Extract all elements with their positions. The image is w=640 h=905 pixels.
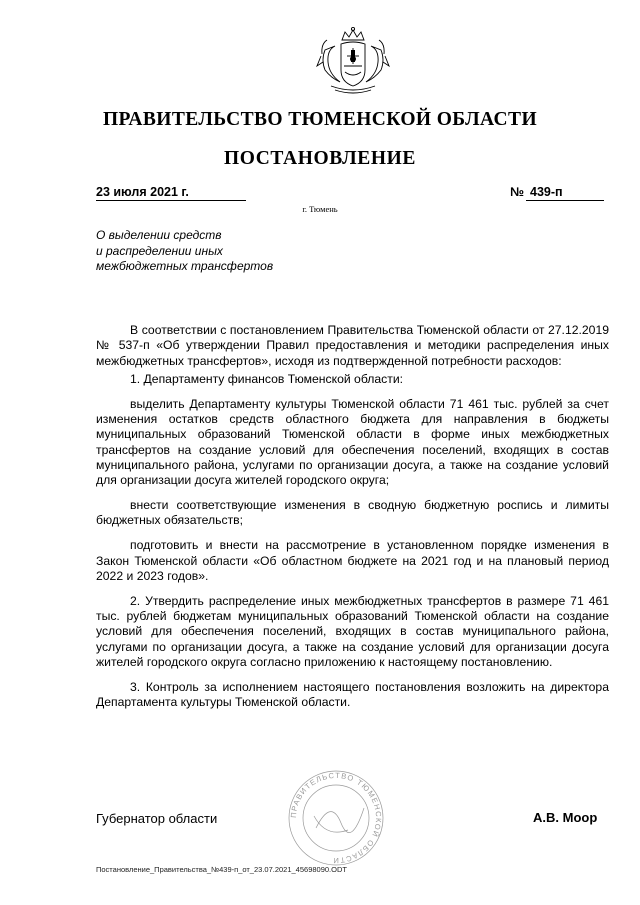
- preamble-paragraph: В соответствии с постановлением Правительства Тюменской области от 27.12.2019 № 537-п «Об утверждении Правил предоставления и методики распределения иных межбюджетных трансфертов», исходя из подтвержденной потребности расходов:: [96, 323, 609, 368]
- number-label: №: [510, 185, 524, 199]
- signer-name: А.В. Моор: [533, 810, 598, 825]
- footer-file-code: Постановление_Правительства_№439-п_от_23.07.2021_45698090.ODT: [96, 865, 347, 874]
- signer-position: Губернатор области: [96, 811, 218, 826]
- subject-line: межбюджетных трансфертов: [96, 259, 274, 273]
- document-body: [96, 323, 609, 720]
- subject-line: и распределении иных: [96, 243, 223, 258]
- coat-of-arms-icon: [307, 26, 399, 96]
- document-type: ПОСТАНОВЛЕНИЕ: [223, 148, 417, 169]
- stamp-text: ПРАВИТЕЛЬСТВО ТЮМЕНСКОЙ ОБЛАСТИ: [288, 770, 384, 866]
- item-1-heading: 1. Департаменту финансов Тюменской области:: [130, 371, 404, 386]
- subject-line: О выделении средств: [96, 228, 222, 242]
- government-title: ПРАВИТЕЛЬСТВО ТЮМЕНСКОЙ ОБЛАСТИ: [102, 109, 538, 130]
- item-1b-paragraph: внести соответствующие изменения в сводную бюджетную роспись и лимиты бюджетных обязательств;: [96, 498, 609, 528]
- item-1a-paragraph: выделить Департаменту культуры Тюменской области 71 461 тыс. рублей за счет изменения остатков средств областного бюджета для направления в бюджеты муниципальных образований Тюменской области в форме иных межбюджетных трансфертов на создание условий для обеспечения поселений, входящих в состав муниципального района, услугами по организации досуга, а также на создание условий для организации досуга жителей городского округа;: [96, 396, 609, 488]
- item-2-paragraph: 2. Утвердить распределение иных межбюджетных трансфертов в размере 71 461 тыс. рублей бюджетам муниципальных образований Тюменской области на создание условий для обеспечения поселений, входящих в состав муниципального района, услугами по организации досуга, а также на создание условий для организации досуга жителей городского округа согласно приложению к настоящему постановлению.: [96, 593, 609, 670]
- subject: [96, 228, 273, 275]
- item-3-paragraph: 3. Контроль за исполнением настоящего постановления возложить на директора Департамента культуры Тюменской области.: [96, 679, 609, 710]
- document-date: 23 июля 2021 г.: [96, 185, 246, 201]
- document-number: 439-п: [526, 185, 604, 201]
- item-1c-paragraph: подготовить и внести на рассмотрение в установленном порядке изменения в Закон Тюменской области «Об областном бюджете на 2021 год и на плановый период 2022 и 2023 годов».: [96, 538, 609, 583]
- city: г. Тюмень: [302, 204, 338, 214]
- signature-stamp-icon: [286, 768, 386, 868]
